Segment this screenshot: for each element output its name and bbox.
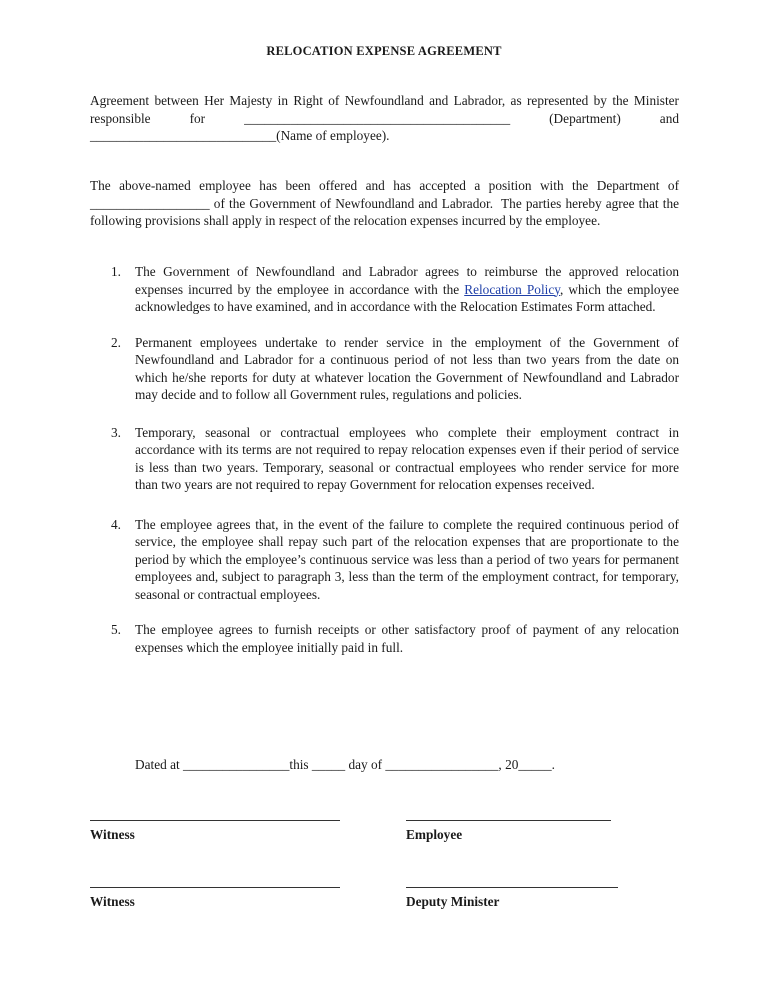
relocation-policy-link[interactable]: Relocation Policy: [464, 281, 561, 297]
employee-label: Employee: [406, 827, 463, 842]
item-text: Permanent employees undertake to render service in the employment of the Government of Newfoundland and Labrador for a continuous period of not less than two years from the date on which he/she reports for duty at whatever location the Government of Newfoundland and Labrador may decide and to follow all Government rules, regulations and policies.: [135, 334, 679, 402]
witness-label: Witness: [90, 894, 135, 909]
item-number: 2.: [111, 334, 121, 350]
item-number: 5.: [111, 622, 121, 637]
item-number: 4.: [111, 516, 121, 532]
signature-line[interactable]: [406, 820, 611, 821]
item-number: 1.: [111, 264, 121, 279]
witness-signature-block: [90, 820, 340, 843]
provisions-list: [90, 263, 679, 656]
item-text: The employee agrees to furnish receipts or other satisfactory proof of payment of any relocation expenses which the employee initially paid in full.: [135, 622, 679, 655]
signature-line[interactable]: [90, 820, 340, 821]
list-item: [90, 424, 679, 494]
employee-signature-block: [406, 820, 611, 843]
dated-line: Dated at ________________this _____ day of _________________, 20_____.: [135, 757, 555, 772]
deputy-minister-label: Deputy Minister: [406, 894, 500, 909]
witness-label: Witness: [90, 827, 135, 842]
signature-line[interactable]: [90, 887, 340, 888]
document-title: RELOCATION EXPENSE AGREEMENT: [266, 44, 502, 58]
signature-line[interactable]: [406, 887, 618, 888]
intro-text: Agreement between Her Majesty in Right of Newfoundland and Labrador, as represented by the Minister responsible for ________________________________________ (Department) and ____________________________(Name of employee).: [90, 93, 683, 143]
item-number: 3.: [111, 424, 121, 440]
witness-signature-block: [90, 887, 340, 910]
list-item: [90, 263, 679, 316]
list-item: [90, 334, 679, 404]
intro-paragraph: [90, 92, 683, 145]
item-text: The employee agrees that, in the event of the failure to complete the required continuous period of service, the employee shall repay such part of the relocation expenses that are proportionate to the period by which the employee’s continuous service was less than a period of two years for permanent employees and, subject to paragraph 3, less than the term of the employment contract, for temporary, seasonal or contractual employees.: [135, 516, 679, 602]
item-text: , which the employee acknowledges to have examined, and in accordance with the Relocation Estimates Form attached.: [135, 281, 679, 314]
item-text: Temporary, seasonal or contractual employees who complete their employment contract in accordance with its terms are not required to repay relocation expenses even if their period of service is less than two years. Temporary, seasonal or contractual employees who render service for more than two years are not required to repay Government for relocation expenses received.: [135, 424, 679, 492]
preamble-paragraph: [90, 177, 683, 230]
list-item: [90, 621, 679, 656]
deputy-minister-signature-block: [406, 887, 618, 910]
item-text: The Government of Newfoundland and Labrador agrees to reimburse the approved relocation expenses incurred by the employee in accordance with the: [135, 264, 679, 297]
list-item: [90, 516, 679, 604]
preamble-text: The above-named employee has been offered and has accepted a position with the Department of __________________ of the Government of Newfoundland and Labrador. The parties hereby agree that the following provisions shall apply in respect of the relocation expenses incurred by the employee.: [90, 178, 683, 228]
